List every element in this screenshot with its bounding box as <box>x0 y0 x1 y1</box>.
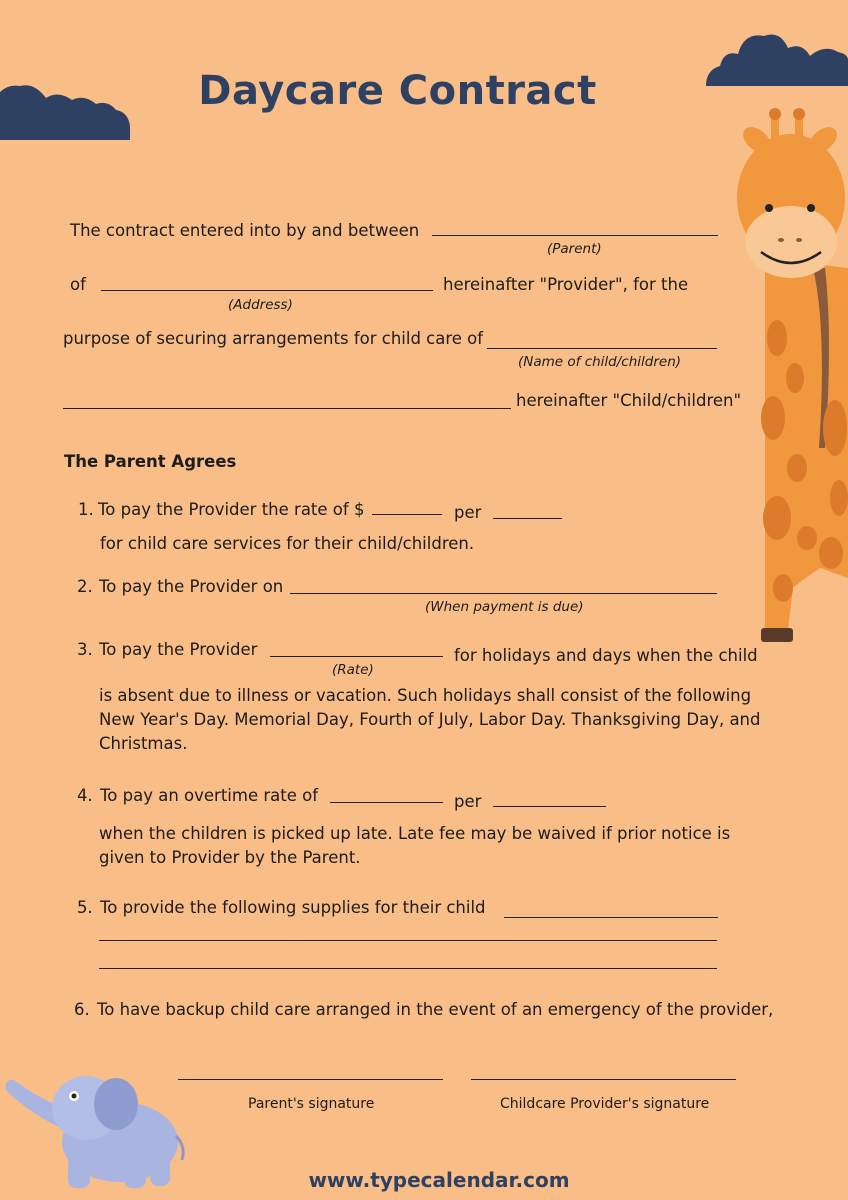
intro-of-text: of <box>70 275 86 294</box>
item4-text: To pay an overtime rate of <box>100 786 319 805</box>
item2-caption: (When payment is due) <box>425 599 584 615</box>
item4-rate-blank[interactable] <box>330 802 443 803</box>
parent-name-blank[interactable] <box>432 235 718 236</box>
item1-text: To pay the Provider the rate of $ <box>98 500 365 519</box>
section-heading: The Parent Agrees <box>64 452 237 471</box>
footer-url[interactable]: www.typecalendar.com <box>308 1168 570 1192</box>
item1-text-b: for child care services for their child/children. <box>100 534 475 553</box>
child-full-name-blank[interactable] <box>63 408 511 409</box>
item5-number: 5. <box>77 898 93 917</box>
page-title: Daycare Contract <box>198 68 597 114</box>
item3-paragraph: is absent due to illness or vacation. Such holidays shall consist of the following New Year's Day. Memorial Day, Fourth of July, Labor Day. Thanksgiving Day, and Christmas. <box>99 686 761 753</box>
item5-supplies-blank-3[interactable] <box>99 968 717 969</box>
intro-line4-after: hereinafter "Child/children" <box>516 391 742 410</box>
item6-text: To have backup child care arranged in the event of an emergency of the provider, <box>97 1000 774 1019</box>
intro-line2-after: hereinafter "Provider", for the <box>443 275 689 294</box>
item3-number: 3. <box>77 640 93 659</box>
item3-text-b: for holidays and days when the child <box>454 646 758 665</box>
item2-payment-blank[interactable] <box>290 593 717 594</box>
child-caption: (Name of child/children) <box>518 354 682 370</box>
item4-period-blank[interactable] <box>493 806 606 807</box>
item5-supplies-blank-1[interactable] <box>504 917 718 918</box>
intro-line1-text: The contract entered into by and between <box>70 221 420 240</box>
item3-caption: (Rate) <box>332 662 374 678</box>
item3-rate-blank[interactable] <box>270 656 443 657</box>
item4-number: 4. <box>77 786 93 805</box>
item3-text: To pay the Provider <box>99 640 258 659</box>
item1-period-blank[interactable] <box>493 518 562 519</box>
item5-text: To provide the following supplies for their child <box>100 898 486 917</box>
item1-rate-blank[interactable] <box>372 514 442 515</box>
address-caption: (Address) <box>228 297 293 313</box>
parent-caption: (Parent) <box>547 241 602 257</box>
address-blank[interactable] <box>101 290 433 291</box>
item1-per: per <box>454 503 482 522</box>
giraffe-illustration <box>735 108 848 648</box>
item6-number: 6. <box>74 1000 90 1019</box>
item4-paragraph: when the children is picked up late. Late fee may be waived if prior notice is given to Provider by the Parent. <box>99 824 731 867</box>
item1-number: 1. <box>78 500 94 519</box>
item5-supplies-blank-2[interactable] <box>99 940 717 941</box>
item2-text: To pay the Provider on <box>99 577 284 596</box>
provider-signature-label: Childcare Provider's signature <box>500 1096 710 1112</box>
parent-signature-line[interactable] <box>178 1079 443 1080</box>
child-name-blank[interactable] <box>487 348 717 349</box>
intro-line3-text: purpose of securing arrangements for child care of <box>63 329 484 348</box>
parent-signature-label: Parent's signature <box>248 1096 375 1112</box>
provider-signature-line[interactable] <box>471 1079 736 1080</box>
item2-number: 2. <box>77 577 93 596</box>
item4-per: per <box>454 792 482 811</box>
